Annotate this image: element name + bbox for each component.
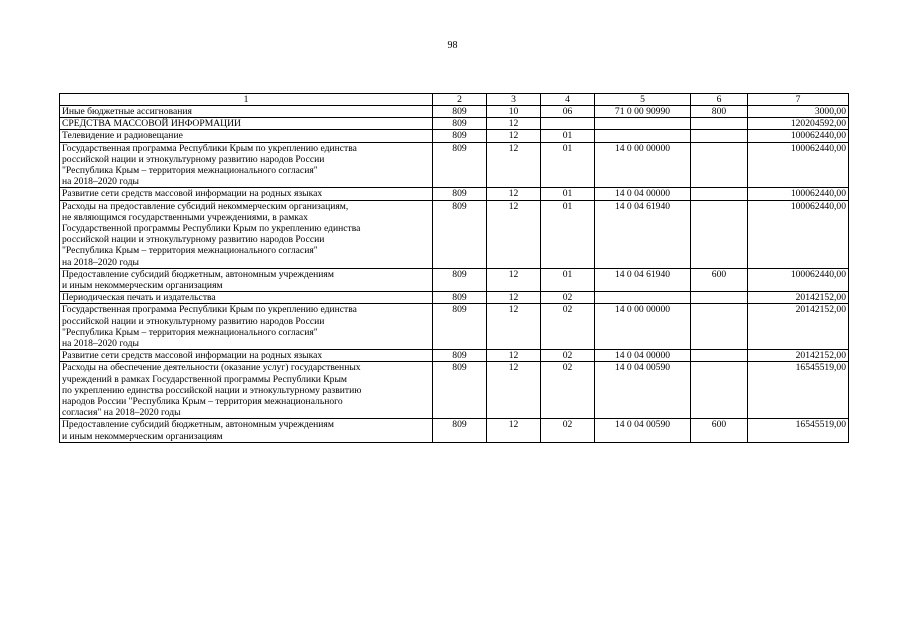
row-code-2: 809 (433, 142, 487, 188)
row-name: Государственная программа Республики Крым по укреплению единства российской нации и этнокультурному развитию народов России "Республика Крым – территория межнационального согласия" на 2018–2020 годы (60, 142, 433, 188)
table-body (60, 106, 849, 443)
row-code-3: 12 (487, 350, 541, 362)
row-code-3: 12 (487, 130, 541, 142)
row-code-5: 14 0 04 00590 (595, 419, 691, 442)
row-amount: 100062440,00 (748, 200, 849, 268)
row-code-4: 02 (541, 350, 595, 362)
header-col-5: 5 (595, 94, 691, 106)
row-code-5: 14 0 04 61940 (595, 268, 691, 291)
table-row (60, 200, 849, 268)
row-code-5: 14 0 00 00000 (595, 304, 691, 350)
budget-table (59, 93, 849, 443)
row-name: Развитие сети средств массовой информации на родных языках (60, 350, 433, 362)
row-code-6 (691, 200, 748, 268)
row-code-4: 02 (541, 304, 595, 350)
row-code-6 (691, 118, 748, 130)
row-code-6: 600 (691, 419, 748, 442)
table-row (60, 350, 849, 362)
row-name: Развитие сети средств массовой информации на родных языках (60, 188, 433, 200)
row-code-3: 12 (487, 362, 541, 419)
row-name: Иные бюджетные ассигнования (60, 106, 433, 118)
row-code-2: 809 (433, 419, 487, 442)
row-code-6 (691, 142, 748, 188)
row-code-2: 809 (433, 362, 487, 419)
row-code-3: 12 (487, 200, 541, 268)
row-code-5 (595, 130, 691, 142)
header-col-2: 2 (433, 94, 487, 106)
row-code-2: 809 (433, 106, 487, 118)
row-code-5: 14 0 04 00000 (595, 350, 691, 362)
table-row (60, 118, 849, 130)
row-name: Расходы на обеспечение деятельности (оказание услуг) государственных учреждений в рамках Государственной программы Республики Крым по укреплению единства российской нации и этнокультурному развитию народов России "Республика Крым – территория межнационального согласия" на 2018–2020 годы (60, 362, 433, 419)
table-row (60, 292, 849, 304)
row-code-3: 12 (487, 142, 541, 188)
table-row (60, 268, 849, 291)
row-code-6 (691, 304, 748, 350)
row-code-4: 01 (541, 130, 595, 142)
row-code-4: 02 (541, 292, 595, 304)
row-code-3: 12 (487, 268, 541, 291)
row-code-5: 14 0 04 00590 (595, 362, 691, 419)
table-row (60, 362, 849, 419)
row-code-4 (541, 118, 595, 130)
row-name: Государственная программа Республики Крым по укреплению единства российской нации и этнокультурному развитию народов России "Республика Крым – территория межнационального согласия" на 2018–2020 годы (60, 304, 433, 350)
row-code-2: 809 (433, 118, 487, 130)
row-code-2: 809 (433, 268, 487, 291)
row-name: Телевидение и радиовещание (60, 130, 433, 142)
row-name: Периодическая печать и издательства (60, 292, 433, 304)
table-row (60, 106, 849, 118)
row-code-5: 14 0 04 61940 (595, 200, 691, 268)
table-row (60, 130, 849, 142)
row-code-5: 71 0 00 90990 (595, 106, 691, 118)
header-col-1: 1 (60, 94, 433, 106)
row-code-6 (691, 130, 748, 142)
row-code-2: 809 (433, 200, 487, 268)
row-code-3: 10 (487, 106, 541, 118)
row-amount: 20142152,00 (748, 292, 849, 304)
row-code-6 (691, 362, 748, 419)
header-row (60, 94, 849, 106)
row-amount: 100062440,00 (748, 268, 849, 291)
row-code-3: 12 (487, 419, 541, 442)
header-col-4: 4 (541, 94, 595, 106)
row-code-5: 14 0 00 00000 (595, 142, 691, 188)
header-col-6: 6 (691, 94, 748, 106)
row-code-6 (691, 188, 748, 200)
row-code-3: 12 (487, 188, 541, 200)
row-code-6: 800 (691, 106, 748, 118)
table-row (60, 419, 849, 442)
row-code-6 (691, 292, 748, 304)
row-code-4: 02 (541, 362, 595, 419)
row-code-2: 809 (433, 292, 487, 304)
row-amount: 20142152,00 (748, 304, 849, 350)
row-amount: 100062440,00 (748, 188, 849, 200)
table-row (60, 142, 849, 188)
row-name: Предоставление субсидий бюджетным, автономным учреждениям и иным некоммерческим организациям (60, 419, 433, 442)
row-code-6 (691, 350, 748, 362)
row-code-4: 02 (541, 419, 595, 442)
row-code-4: 01 (541, 200, 595, 268)
row-code-2: 809 (433, 350, 487, 362)
row-code-5: 14 0 04 00000 (595, 188, 691, 200)
row-code-5 (595, 292, 691, 304)
row-code-3: 12 (487, 304, 541, 350)
row-amount: 100062440,00 (748, 130, 849, 142)
row-name: Расходы на предоставление субсидий некоммерческим организациям, не являющимся государственными учреждениями, в рамках Государственной программы Республики Крым по укреплению единства российской нации и этнокультурному развитию народов России "Республика Крым – территория межнационального согласия" на 2018–2020 годы (60, 200, 433, 268)
row-name: Предоставление субсидий бюджетным, автономным учреждениям и иным некоммерческим организациям (60, 268, 433, 291)
row-code-4: 01 (541, 268, 595, 291)
table-row (60, 304, 849, 350)
row-code-6: 600 (691, 268, 748, 291)
row-code-4: 01 (541, 188, 595, 200)
row-code-2: 809 (433, 130, 487, 142)
row-code-5 (595, 118, 691, 130)
row-code-3: 12 (487, 118, 541, 130)
row-amount: 16545519,00 (748, 362, 849, 419)
row-code-4: 01 (541, 142, 595, 188)
row-code-2: 809 (433, 304, 487, 350)
header-col-7: 7 (748, 94, 849, 106)
table-row (60, 188, 849, 200)
header-col-3: 3 (487, 94, 541, 106)
row-code-3: 12 (487, 292, 541, 304)
row-amount: 20142152,00 (748, 350, 849, 362)
row-amount: 3000,00 (748, 106, 849, 118)
row-amount: 100062440,00 (748, 142, 849, 188)
row-name: СРЕДСТВА МАССОВОЙ ИНФОРМАЦИИ (60, 118, 433, 130)
row-code-4: 06 (541, 106, 595, 118)
row-code-2: 809 (433, 188, 487, 200)
row-amount: 120204592,00 (748, 118, 849, 130)
page-number: 98 (447, 40, 458, 51)
row-amount: 16545519,00 (748, 419, 849, 442)
